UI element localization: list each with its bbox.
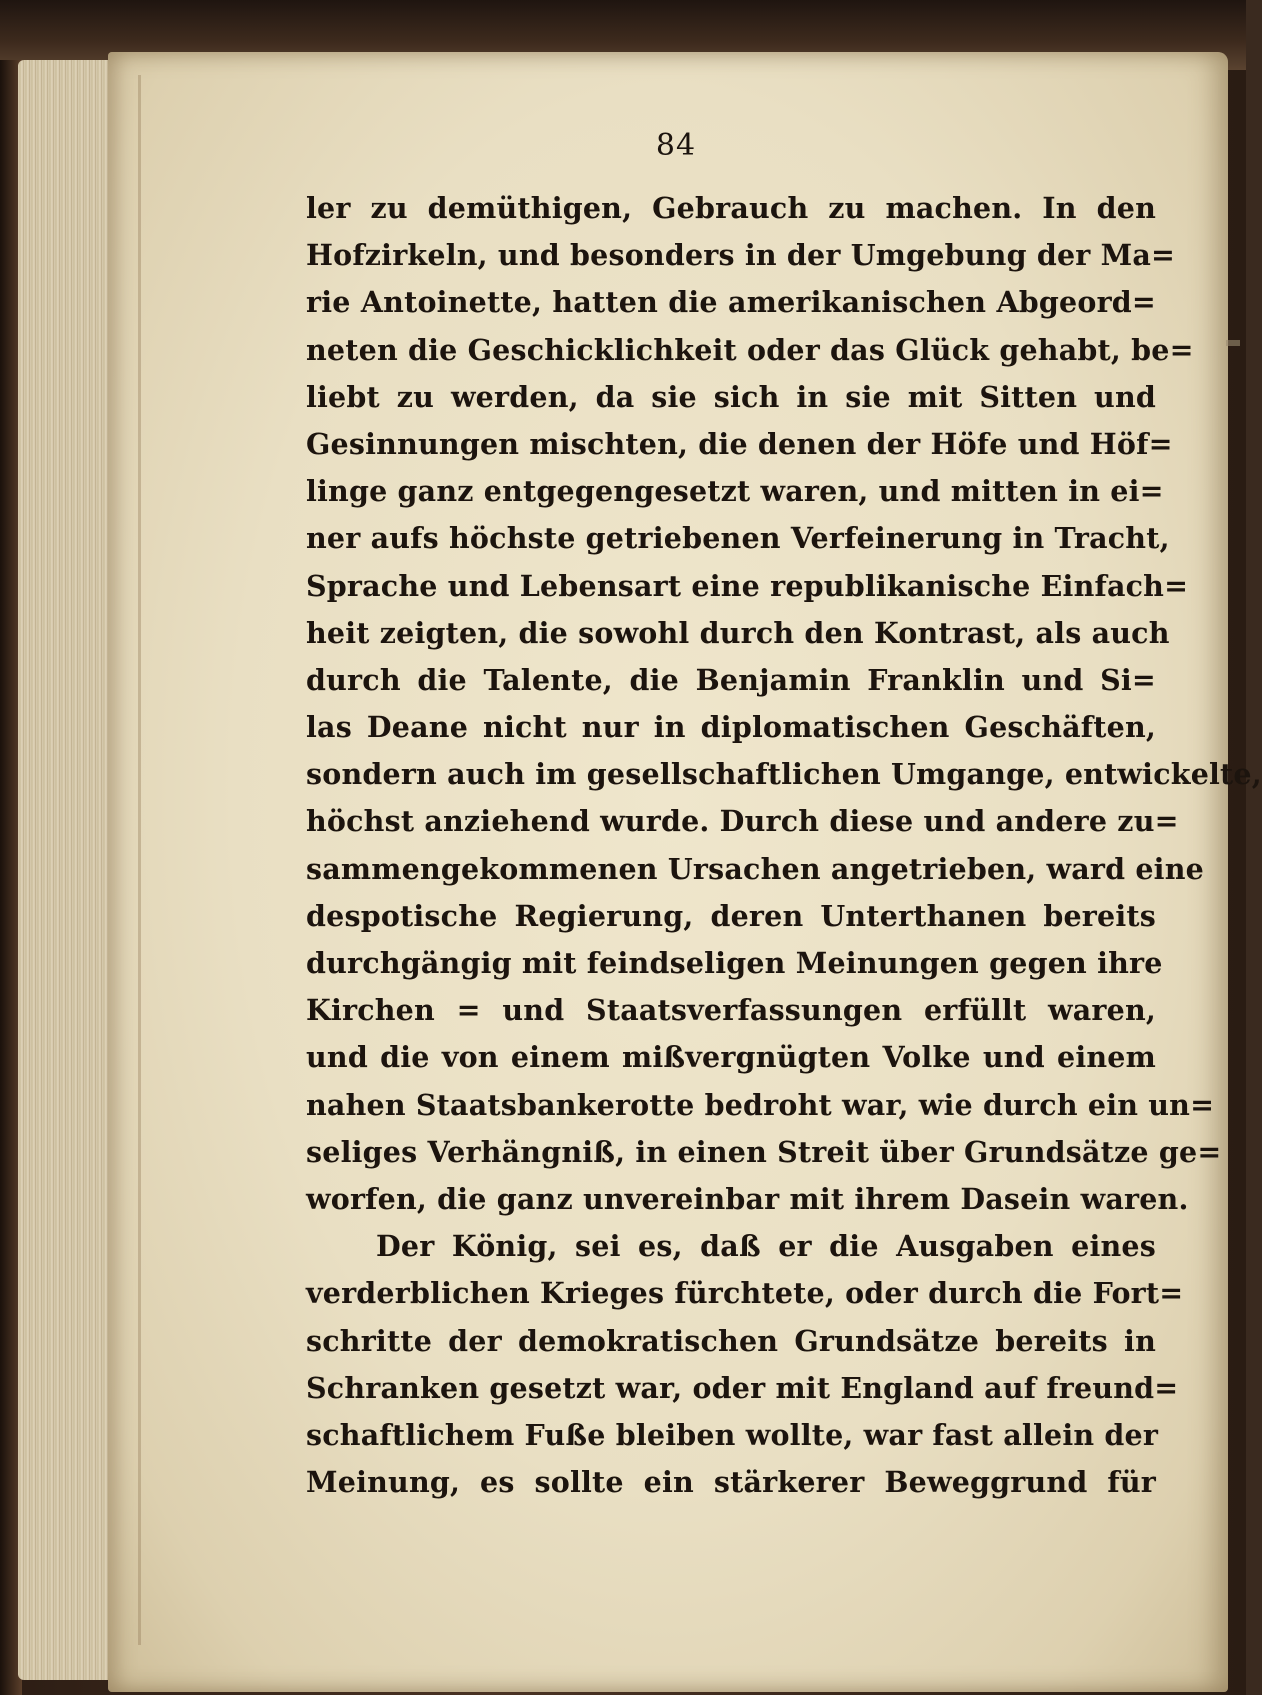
page-gutter — [138, 75, 141, 1645]
text-line: worfen, die ganz unvereinbar mit ihrem Dasein waren. — [306, 1181, 1189, 1216]
text-line: höchst anziehend wurde. Durch diese und andere zu= — [306, 804, 1179, 839]
page-text-block — [306, 128, 1262, 1506]
text-line: Gesinnungen mischten, die denen der Höfe und Höf= — [306, 426, 1173, 461]
paragraph-start-line: Der König, sei es, daß er die Ausgaben eines — [376, 1229, 1156, 1264]
text-line: liebt zu werden, da sie sich in sie mit Sitten und — [306, 379, 1156, 414]
text-line: schaftlichem Fuße bleiben wollte, war fast allein der — [306, 1417, 1159, 1452]
text-line: Hofzirkeln, und besonders in der Umgebung der Ma= — [306, 238, 1176, 273]
text-line: las Deane nicht nur in diplomatischen Geschäften, — [306, 710, 1156, 745]
text-line: Schranken gesetzt war, oder mit England auf freund= — [306, 1370, 1179, 1405]
text-line: verderblichen Krieges fürchtete, oder durch die Fort= — [306, 1276, 1184, 1311]
text-line: durch die Talente, die Benjamin Franklin und Si= — [306, 662, 1156, 697]
text-line: Kirchen = und Staatsverfassungen erfüllt waren, — [306, 993, 1156, 1028]
page-number: 84 — [655, 128, 697, 163]
page-edge-mark — [1226, 340, 1240, 346]
text-line: heit zeigten, die sowohl durch den Kontrast, als auch — [306, 615, 1170, 650]
text-line: durchgängig mit feindseligen Meinungen gegen ihre — [306, 946, 1163, 980]
text-line: Sprache und Lebensart eine republikanische Einfach= — [306, 568, 1189, 603]
text-line: ler zu demüthigen, Gebrauch zu machen. In den — [306, 191, 1156, 225]
text-line: Meinung, es sollte ein stärkerer Beweggrund für — [306, 1465, 1156, 1500]
text-line: despotische Regierung, deren Unterthanen bereits — [306, 898, 1156, 933]
text-line: sammengekommenen Ursachen angetrieben, ward eine — [306, 851, 1204, 886]
text-line: nahen Staatsbankerotte bedroht war, wie durch ein un= — [306, 1087, 1215, 1122]
text-line: und die von einem mißvergnügten Volke und einem — [306, 1040, 1156, 1075]
text-line: ner aufs höchste getriebenen Verfeinerung in Tracht, — [306, 521, 1170, 556]
text-line: schritte der demokratischen Grundsätze bereits in — [306, 1323, 1156, 1358]
text-line: rie Antoinette, hatten die amerikanischen Abgeord= — [306, 285, 1156, 320]
text-line: neten die Geschicklichkeit oder das Glück gehabt, be= — [306, 332, 1194, 367]
text-line: linge ganz entgegengesetzt waren, und mitten in ei= — [306, 474, 1164, 509]
text-line: sondern auch im gesellschaftlichen Umgange, entwickelte, — [306, 757, 1262, 792]
text-line: seliges Verhängniß, in einen Streit über Grundsätze ge= — [306, 1134, 1222, 1169]
